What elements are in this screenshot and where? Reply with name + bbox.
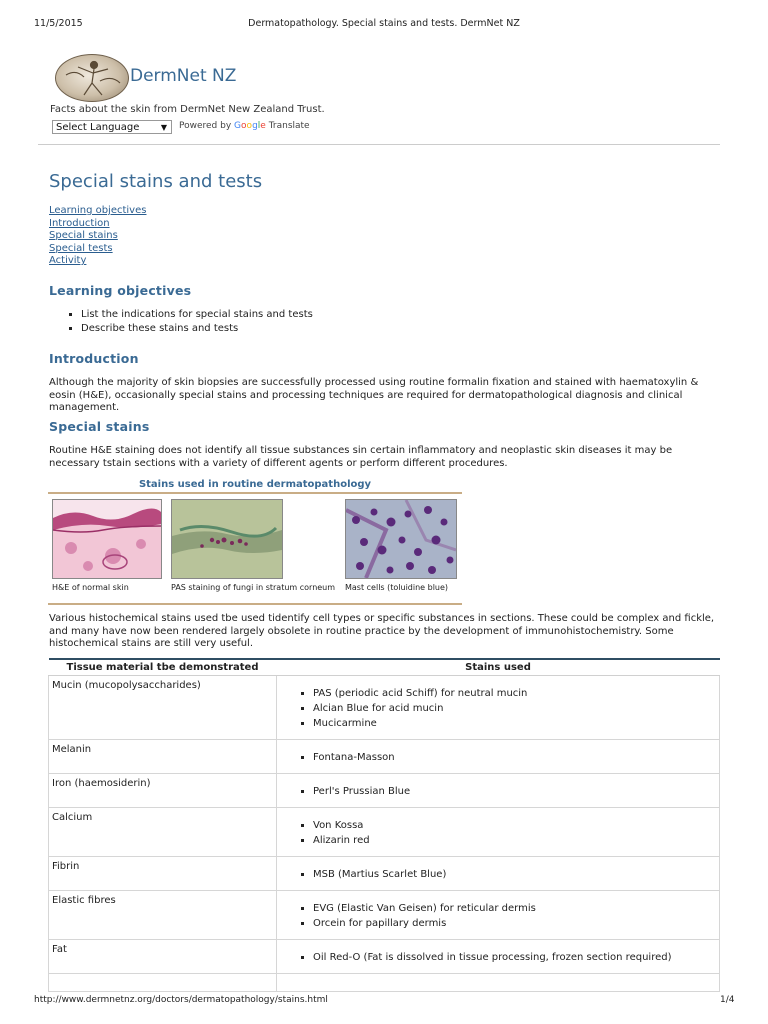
stain-item: Mucicarmine <box>299 716 719 731</box>
special-stains-text: Routine H&E staining does not identify all tissue substances sin certain inflammatory and neoplastic skin diseases it may be necessary tstain sections with a variety of different agents or perform different procedures. <box>49 445 673 469</box>
table-row <box>49 891 720 940</box>
toc-link-activity[interactable]: Activity <box>49 255 87 266</box>
table-row <box>49 974 720 992</box>
table-of-contents <box>49 205 146 268</box>
powered-by-google-translate[interactable] <box>179 121 310 131</box>
stains-table <box>48 658 720 992</box>
toc-link-special-tests[interactable]: Special tests <box>49 242 113 254</box>
print-date: 11/5/2015 <box>34 18 83 29</box>
stains-cell <box>277 676 720 740</box>
stain-item: Von Kossa <box>299 818 719 833</box>
table-row <box>49 774 720 808</box>
toc-link-learning-objectives[interactable]: Learning objectives <box>49 205 147 216</box>
gallery-title: Stains used in routine dermatopathology <box>138 479 372 490</box>
column-header-material: Tissue material tbe demonstrated <box>49 659 277 676</box>
he-normal-skin-thumbnail[interactable] <box>52 499 162 579</box>
stains-cell <box>277 891 720 940</box>
stains-cell <box>277 857 720 891</box>
stains-cell <box>277 774 720 808</box>
header-divider <box>38 144 720 145</box>
stains-cell <box>277 940 720 974</box>
stain-item: EVG (Elastic Van Geisen) for reticular dermis <box>299 901 719 916</box>
learning-objectives-heading: Learning objectives <box>49 283 192 298</box>
translate-label: Translate <box>268 121 310 131</box>
google-wordmark: Google <box>234 121 266 131</box>
special-stains-heading: Special stains <box>49 419 150 434</box>
list-item: Describe these stains and tests <box>67 322 313 336</box>
stain-item: Oil Red-O (Fat is dissolved in tissue processing, frozen section required) <box>299 950 719 965</box>
stain-item: PAS (periodic acid Schiff) for neutral mucin <box>299 686 719 701</box>
stains-cell <box>277 808 720 857</box>
stain-item: Orcein for papillary dermis <box>299 916 719 931</box>
powered-by-label: Powered by <box>179 121 232 131</box>
table-header-row <box>49 659 720 676</box>
list-item: List the indications for special stains and tests <box>67 308 313 322</box>
site-tagline: Facts about the skin from DermNet New Zealand Trust. <box>50 104 325 115</box>
material-cell-empty <box>49 974 277 992</box>
language-select-value: Select Language <box>56 122 140 133</box>
stain-item: Alcian Blue for acid mucin <box>299 701 719 716</box>
stain-item: Perl's Prussian Blue <box>299 784 719 799</box>
print-doc-title: Dermatopathology. Special stains and tests. DermNet NZ <box>248 18 520 29</box>
caption-mast-cells: Mast cells (toluidine blue) <box>345 583 449 592</box>
language-select[interactable] <box>52 120 172 134</box>
table-row <box>49 740 720 774</box>
dermnet-logo-icon[interactable] <box>55 54 129 102</box>
stains-cell <box>277 740 720 774</box>
footer-page-number: 1/4 <box>720 995 735 1005</box>
page-title: Special stains and tests <box>49 171 263 192</box>
chevron-down-icon: ▼ <box>160 123 167 132</box>
material-cell: Melanin <box>49 740 277 774</box>
table-row <box>49 808 720 857</box>
material-cell: Calcium <box>49 808 277 857</box>
introduction-heading: Introduction <box>49 351 139 366</box>
mast-cells-thumbnail[interactable] <box>345 499 457 579</box>
material-cell: Iron (haemosiderin) <box>49 774 277 808</box>
column-header-stains: Stains used <box>277 659 720 676</box>
caption-pas: PAS staining of fungi in stratum corneum <box>171 583 336 592</box>
gallery-top-rule <box>48 492 462 494</box>
histochemical-text: Various histochemical stains used tbe used tidentify cell types or specific substances in sections. These could be complex and fickle, and many have now been rendered largely obsolete in routine practice by the development of immunohistochemistry. Some histochemical stains are still very useful. <box>49 613 715 649</box>
material-cell: Elastic fibres <box>49 891 277 940</box>
gallery-bottom-rule <box>48 603 462 605</box>
site-name[interactable]: DermNet NZ <box>130 66 237 86</box>
introduction-text: Although the majority of skin biopsies are successfully processed using routine formalin fixation and stained with haematoxylin & eosin (H&E), occasionally special stains and processing techniques are required for dermatopathological diagnosis and clinical management. <box>49 377 699 413</box>
stains-cell-empty <box>277 974 720 992</box>
pas-fungi-thumbnail[interactable] <box>171 499 283 579</box>
stain-item: MSB (Martius Scarlet Blue) <box>299 867 719 882</box>
toc-link-special-stains[interactable]: Special stains <box>49 230 118 241</box>
material-cell: Fat <box>49 940 277 974</box>
learning-objectives-list <box>67 308 313 336</box>
toc-link-introduction[interactable]: Introduction <box>49 217 110 229</box>
stain-item: Fontana-Masson <box>299 750 719 765</box>
stain-item: Alizarin red <box>299 833 719 848</box>
material-cell: Fibrin <box>49 857 277 891</box>
footer-url: http://www.dermnetnz.org/doctors/dermatopathology/stains.html <box>34 995 328 1005</box>
caption-he: H&E of normal skin <box>52 583 129 592</box>
material-cell: Mucin (mucopolysaccharides) <box>49 676 277 740</box>
table-row <box>49 940 720 974</box>
table-row <box>49 676 720 740</box>
table-row <box>49 857 720 891</box>
